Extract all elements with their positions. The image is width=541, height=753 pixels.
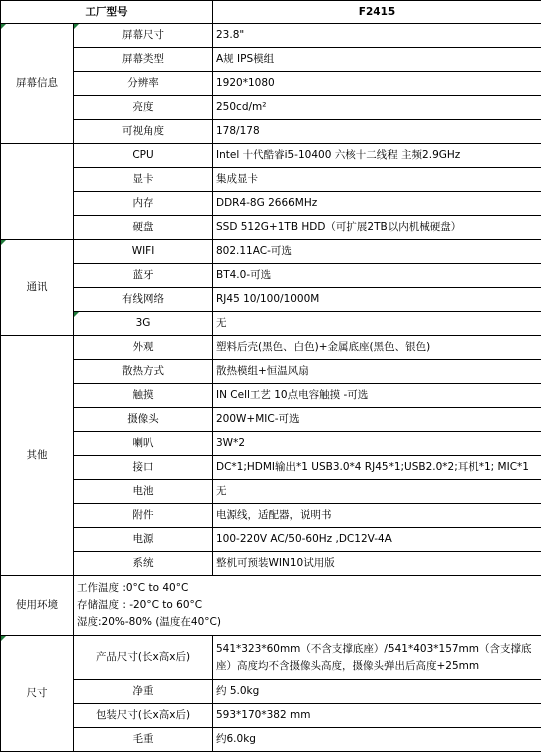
table-row — [1, 504, 541, 528]
spec-label-cell — [74, 264, 213, 288]
cell-marker-icon — [1, 240, 6, 245]
table-row — [1, 552, 541, 576]
spec-value-cell — [213, 704, 541, 728]
cell-marker-icon — [74, 24, 79, 29]
spec-value: 塑料后壳(黑色、白色)+金属底座(黑色、银色) — [216, 341, 431, 353]
spec-value-cell — [213, 288, 541, 312]
spec-value-cell — [213, 360, 541, 384]
spec-value: RJ45 10/100/1000M — [216, 293, 320, 305]
spec-label-cell — [74, 728, 213, 752]
spec-label-cell — [74, 288, 213, 312]
spec-label-cell — [74, 72, 213, 96]
spec-label: 外观 — [132, 341, 154, 353]
spec-value: 23.8" — [216, 29, 245, 41]
spec-value: 541*323*60mm（不含支撑底座）/541*403*157mm（含支撑底座）高度均不含摄像头高度，摄像头弹出后高度+25mm — [216, 642, 532, 672]
category-label: 其他 — [26, 449, 48, 461]
spec-label-cell — [74, 636, 213, 680]
spec-label-cell — [74, 384, 213, 408]
spec-value: DC*1;HDMI输出*1 USB3.0*4 RJ45*1;USB2.0*2;耳机*1; MIC*1 — [216, 461, 529, 473]
spec-label-cell — [74, 312, 213, 336]
spec-value: 电源线，适配器，说明书 — [216, 509, 332, 521]
spec-label-cell — [74, 24, 213, 48]
spec-label: 蓝牙 — [132, 269, 154, 281]
spec-value-cell — [213, 312, 541, 336]
environment-line: 存储温度 : -20°C to 60°C — [77, 599, 203, 611]
spec-value-cell — [213, 264, 541, 288]
spec-value-cell — [213, 480, 541, 504]
spec-value: 3W*2 — [216, 437, 245, 449]
table-row — [1, 360, 541, 384]
spec-label: 显卡 — [132, 173, 154, 185]
spec-label: 屏幕尺寸 — [122, 29, 164, 41]
table-row — [1, 432, 541, 456]
spec-label-cell — [74, 680, 213, 704]
spec-label-cell — [74, 216, 213, 240]
table-row — [1, 288, 541, 312]
spec-label-cell — [74, 704, 213, 728]
spec-value: BT4.0-可选 — [216, 269, 272, 281]
spec-label: 硬盘 — [132, 221, 154, 233]
spec-label-cell — [74, 360, 213, 384]
table-row — [1, 144, 541, 168]
spec-label: 散热方式 — [122, 365, 164, 377]
spec-value: DDR4-8G 2666MHz — [216, 197, 318, 209]
spec-value: 约 5.0kg — [216, 685, 260, 697]
spec-label-cell — [74, 456, 213, 480]
spec-value-cell — [213, 192, 541, 216]
table-row — [1, 336, 541, 360]
table-row — [1, 216, 541, 240]
spec-value: IN Cell工艺 10点电容触摸 -可选 — [216, 389, 369, 401]
cell-marker-icon — [1, 24, 6, 29]
spec-value: 集成显卡 — [216, 173, 258, 185]
spec-label: 分辨率 — [127, 77, 159, 89]
spec-value: 约6.0kg — [216, 733, 256, 745]
category-cell — [1, 144, 74, 240]
spec-label-cell — [74, 120, 213, 144]
category-cell — [1, 336, 74, 576]
table-row — [1, 72, 541, 96]
spec-label-cell — [74, 240, 213, 264]
spec-value-cell — [213, 636, 541, 680]
spec-value: 无 — [216, 317, 227, 329]
spec-label: 内存 — [132, 197, 154, 209]
spec-value: A规 IPS模组 — [216, 53, 275, 65]
spec-value-cell — [213, 384, 541, 408]
table-row — [1, 384, 541, 408]
spec-label-cell — [74, 48, 213, 72]
spec-value: 整机可预装WIN10试用版 — [216, 557, 335, 569]
category-cell — [1, 636, 74, 752]
header-row — [1, 1, 541, 24]
table-row — [1, 240, 541, 264]
spec-label-cell — [74, 432, 213, 456]
model-value-cell — [213, 1, 541, 24]
spec-value-cell — [213, 408, 541, 432]
spec-value-cell — [213, 144, 541, 168]
spec-value-cell — [213, 432, 541, 456]
spec-label: 亮度 — [132, 101, 154, 113]
spec-value: SSD 512G+1TB HDD（可扩展2TB以内机械硬盘） — [216, 221, 462, 233]
table-row — [1, 528, 541, 552]
spec-value-cell — [213, 216, 541, 240]
spec-label-cell — [74, 552, 213, 576]
spec-label-cell — [74, 144, 213, 168]
spec-value-cell — [213, 552, 541, 576]
table-row — [1, 192, 541, 216]
table-row — [1, 264, 541, 288]
table-row — [1, 680, 541, 704]
spec-label: 接口 — [132, 461, 154, 473]
spec-label-cell — [74, 168, 213, 192]
model-value: F2415 — [358, 5, 396, 18]
environment-line: 湿度:20%-80% (温度在40°C) — [77, 616, 221, 628]
spec-label: 系统 — [132, 557, 154, 569]
cell-marker-icon — [1, 636, 6, 641]
spec-label: WIFI — [131, 245, 155, 257]
model-label-cell — [1, 1, 213, 24]
spec-value-cell — [213, 240, 541, 264]
spec-value: 100-220V AC/50-60Hz ,DC12V-4A — [216, 533, 392, 545]
spec-label-cell — [74, 408, 213, 432]
spec-value-cell — [213, 120, 541, 144]
table-row — [1, 456, 541, 480]
category-label: 尺寸 — [26, 687, 48, 699]
spec-label: 3G — [135, 317, 151, 329]
spec-label: 附件 — [132, 509, 154, 521]
spec-value: 250cd/m² — [216, 101, 267, 113]
table-row — [1, 312, 541, 336]
spec-label: 可视角度 — [122, 125, 164, 137]
table-row — [1, 636, 541, 680]
table-row — [1, 120, 541, 144]
table-row — [1, 24, 541, 48]
spec-label: 产品尺寸(长x高x后) — [95, 651, 191, 663]
category-cell — [1, 240, 74, 336]
table-row — [1, 480, 541, 504]
spec-value: 802.11AC-可选 — [216, 245, 292, 257]
spec-label-cell — [74, 528, 213, 552]
table-row — [1, 728, 541, 752]
spec-value-cell — [213, 24, 541, 48]
cell-marker-icon — [74, 312, 79, 317]
spec-label: 屏幕类型 — [122, 53, 164, 65]
spec-value-cell — [213, 728, 541, 752]
spec-label: 摄像头 — [127, 413, 159, 425]
spec-value: 1920*1080 — [216, 77, 275, 89]
spec-label: 包装尺寸(长x高x后) — [95, 709, 191, 721]
spec-label: CPU — [132, 149, 154, 161]
spec-value-cell — [213, 504, 541, 528]
spec-value: 178/178 — [216, 125, 260, 137]
spec-label: 喇叭 — [132, 437, 154, 449]
spec-label: 毛重 — [132, 733, 154, 745]
spec-value-cell — [213, 72, 541, 96]
category-cell — [1, 576, 74, 636]
spec-label: 净重 — [132, 685, 154, 697]
spec-value-cell — [213, 680, 541, 704]
table-row — [1, 48, 541, 72]
table-row — [1, 576, 541, 636]
spec-label-cell — [74, 96, 213, 120]
category-label: 屏幕信息 — [16, 77, 58, 89]
table-row — [1, 96, 541, 120]
spec-label: 触摸 — [132, 389, 154, 401]
environment-cell — [74, 576, 541, 636]
environment-line: 工作温度 :0°C to 40°C — [77, 582, 189, 594]
spec-value: 无 — [216, 485, 227, 497]
table-row — [1, 408, 541, 432]
spec-label-cell — [74, 336, 213, 360]
spec-label-cell — [74, 480, 213, 504]
spec-value-cell — [213, 48, 541, 72]
spec-label-cell — [74, 192, 213, 216]
category-cell — [1, 24, 74, 144]
table-row — [1, 168, 541, 192]
spec-value-cell — [213, 168, 541, 192]
spec-value-cell — [213, 456, 541, 480]
category-label: 使用环境 — [16, 599, 58, 611]
category-label: 通讯 — [26, 281, 48, 293]
spec-label: 有线网络 — [122, 293, 164, 305]
spec-label-cell — [74, 504, 213, 528]
spec-value: 593*170*382 mm — [216, 709, 311, 721]
spec-value-cell — [213, 528, 541, 552]
spec-value: 散热模组+恒温风扇 — [216, 365, 309, 377]
spec-value: Intel 十代酷睿i5-10400 六核十二线程 主频2.9GHz — [216, 149, 461, 161]
table-row — [1, 704, 541, 728]
model-label: 工厂型号 — [85, 5, 128, 18]
spec-value-cell — [213, 336, 541, 360]
spec-value-cell — [213, 96, 541, 120]
spec-value: 200W+MIC-可选 — [216, 413, 300, 425]
spec-label: 电池 — [132, 485, 154, 497]
spec-label: 电源 — [132, 533, 154, 545]
